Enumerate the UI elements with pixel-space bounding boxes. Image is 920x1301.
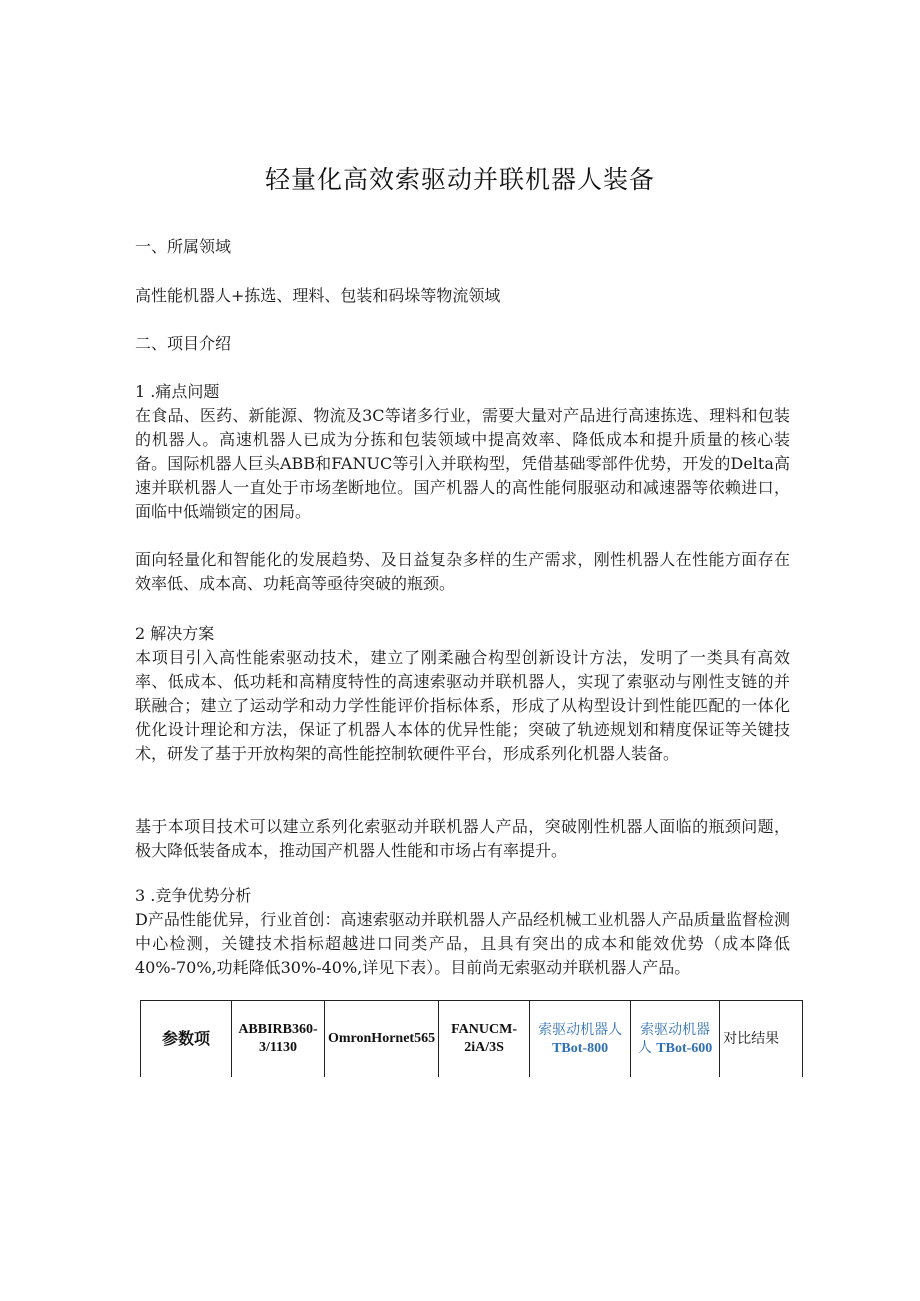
header-abb: ABBIRB360-3/1130 [232,1001,325,1078]
header-param: 参数项 [141,1001,232,1078]
sub2-heading: 2 解决方案 [135,624,215,643]
sub1-paragraph-2: 面向轻量化和智能化的发展趋势、及日益复杂多样的生产需求，刚性机器人在性能方面存在效率低、成本高、功耗高等亟待突破的瓶颈。 [135,550,790,593]
header-omron: OmronHornet565 [325,1001,439,1078]
header-fanuc: FANUCM-2iA/3S [439,1001,530,1078]
header-tbot600-label: 索驱动机器 [640,1021,711,1038]
section1-text: 高性能机器人+拣选、理料、包装和码垛等物流领域 [135,286,501,305]
sub1-heading: 1 .痛点问题 [135,382,220,401]
sub3-heading: 3 .竞争优势分析 [135,886,252,905]
header-tbot600-prefix: 人 [637,1039,657,1056]
header-tbot800-model: TBot-800 [552,1040,609,1056]
sub2-paragraph-1: 本项目引入高性能索驱动技术，建立了刚柔融合构型创新设计方法，发明了一类具有高效率、低成本、低功耗和高精度特性的高速索驱动并联机器人，实现了索驱动与刚性支链的并联融合；建立了运动学和动力学性能评价指标体系，形成了从构型设计到性能匹配的一体化优化设计理论和方法，保证了机器人本体的优异性能；突破了轨迹规划和精度保证等关键技术，研发了基于开放构架的高性能控制软硬件平台，形成系列化机器人装备。 [135,648,790,763]
section1-heading: 一、所属领域 [135,237,232,256]
document-title: 轻量化高效索驱动并联机器人装备 [264,165,655,194]
section2-heading: 二、项目介绍 [135,334,232,353]
comparison-table [140,1000,803,1077]
sub1-paragraph-1: 在食品、医药、新能源、物流及3C等诸多行业，需要大量对产品进行高速拣选、理料和包装的机器人。高速机器人已成为分拣和包装领域中提高效率、降低成本和提升质量的核心装备。国际机器人巨头ABB和FANUC等引入并联构型，凭借基础零部件优势，开发的Delta高速并联机器人一直处于市场垄断地位。国产机器人的高性能伺服驱动和减速器等依赖进口，面临中低端锁定的困局。 [135,406,790,521]
header-tbot600-model: TBot-600 [656,1040,713,1056]
sub3-paragraph-1: D产品性能优异，行业首创：高速索驱动并联机器人产品经机械工业机器人产品质量监督检测中心检测，关键技术指标超越进口同类产品，且具有突出的成本和能效优势（成本降低40%-70%,功耗降低30%-40%,详见下表）。目前尚无索驱动并联机器人产品。 [135,910,790,977]
header-tbot800-label: 索驱动机器人 [538,1021,623,1038]
header-tbot800 [530,1001,631,1078]
sub2-paragraph-2: 基于本项目技术可以建立系列化索驱动并联机器人产品，突破刚性机器人面临的瓶颈问题，极大降低装备成本，推动国产机器人性能和市场占有率提升。 [135,817,790,860]
table-header-row [141,1001,803,1078]
header-tbot600 [631,1001,720,1078]
header-result: 对比结果 [720,1001,803,1078]
